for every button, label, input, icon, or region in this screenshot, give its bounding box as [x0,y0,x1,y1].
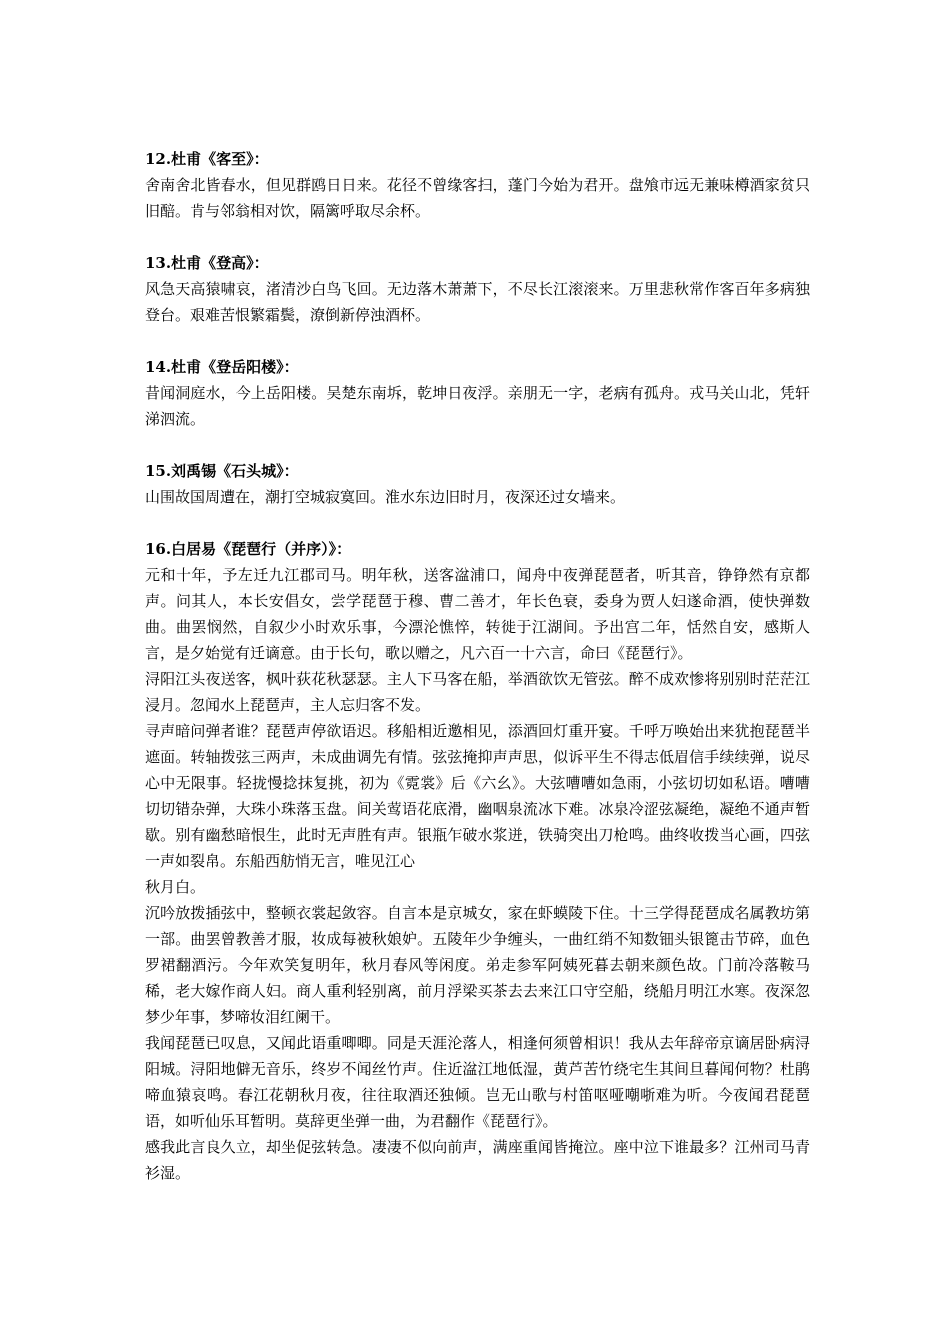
poem-heading: 12.杜甫《客至》： [145,150,269,168]
poem-section-12 [145,146,810,224]
poem-stanza: 我闻琵琶已叹息，又闻此语重唧唧。同是天涯沦落人，相逢何须曾相识！我从去年辞帝京谪居卧病浔阳城。浔阳地僻无音乐，终岁不闻丝竹声。住近湓江地低湿，黄芦苦竹绕宅生其间旦暮闻何物？杜鹃啼血猿哀鸣。春江花朝秋月夜，往往取酒还独倾。岂无山歌与村笛呕哑嘲哳难为听。今夜闻君琵琶语，如听仙乐耳暂明。莫辞更坐弹一曲，为君翻作《琵琶行》。 [145,1034,810,1130]
poem-stanza: 沉吟放拨插弦中，整顿衣裳起敛容。自言本是京城女，家在虾蟆陵下住。十三学得琵琶成名属教坊第一部。曲罢曾教善才服，妆成每被秋娘妒。五陵年少争缠头，一曲红绡不知数钿头银篦击节碎，血色罗裙翻酒污。今年欢笑复明年，秋月春风等闲度。弟走参军阿姨死暮去朝来颜色故。门前冷落鞍马稀，老大嫁作商人妇。商人重利轻别离，前月浮梁买茶去去来江口守空船，绕船月明江水寒。夜深忽梦少年事，梦啼妆泪红阑干。 [145,904,810,1026]
poem-text: 山围故国周遭在，潮打空城寂寞回。淮水东边旧时月，夜深还过女墙来。 [145,488,626,506]
document-page [145,146,810,1212]
poem-text: 昔闻洞庭水，今上岳阳楼。吴楚东南坼，乾坤日夜浮。亲朋无一字，老病有孤舟。戎马关山北，凭轩涕泗流。 [145,384,810,428]
poem-stanza: 寻声暗问弹者谁？琵琶声停欲语迟。移船相近邀相见，添酒回灯重开宴。千呼万唤始出来犹抱琵琶半遮面。转轴拨弦三两声，未成曲调先有情。弦弦掩抑声声思，似诉平生不得志低眉信手续续弹，说尽心中无限事。轻拢慢捻抹复挑，初为《霓裳》后《六幺》。大弦嘈嘈如急雨，小弦切切如私语。嘈嘈切切错杂弹，大珠小珠落玉盘。间关莺语花底滑，幽咽泉流冰下难。冰泉冷涩弦凝绝，凝绝不通声暂歇。别有幽愁暗恨生，此时无声胜有声。银瓶乍破水浆迸，铁骑突出刀枪鸣。曲终收拨当心画，四弦一声如裂帛。东船西舫悄无言，唯见江心 [145,722,810,870]
poem-heading: 14.杜甫《登岳阳楼》： [145,358,299,376]
poem-text: 风急天高猿啸哀，渚清沙白鸟飞回。无边落木萧萧下，不尽长江滚滚来。万里悲秋常作客百年多病独登台。艰难苦恨繁霜鬓，潦倒新停浊酒杯。 [145,280,810,324]
poem-text: 舍南舍北皆春水，但见群鸥日日来。花径不曾缘客扫，蓬门今始为君开。盘飧市远无兼味樽酒家贫只旧醅。肯与邻翁相对饮，隔篱呼取尽余杯。 [145,176,810,220]
poem-stanza: 秋月白。 [145,878,206,896]
poem-section-14 [145,354,810,432]
poem-heading: 15.刘禹锡《石头城》： [145,462,299,480]
poem-stanza: 感我此言良久立，却坐促弦转急。凄凄不似向前声，满座重闻皆掩泣。座中泣下谁最多？江州司马青衫湿。 [145,1138,810,1182]
poem-heading: 16.白居易《琵琶行（并序）》： [145,540,352,558]
poem-stanza: 浔阳江头夜送客，枫叶荻花秋瑟瑟。主人下马客在船，举酒欲饮无管弦。醉不成欢惨将别别时茫茫江浸月。忽闻水上琵琶声，主人忘归客不发。 [145,670,810,714]
poem-heading: 13.杜甫《登高》： [145,254,269,272]
poem-section-15 [145,458,810,510]
poem-section-13 [145,250,810,328]
preface-text: 元和十年，予左迁九江郡司马。明年秋，送客湓浦口，闻舟中夜弹琵琶者，听其音，铮铮然有京都声。问其人，本长安倡女，尝学琵琶于穆、曹二善才，年长色衰，委身为贾人妇遂命酒，使快弹数曲。曲罢悯然，自叙少小时欢乐事，今漂沦憔悴，转徙于江湖间。予出宫二年，恬然自安，感斯人言，是夕始觉有迁谪意。由于长句，歌以赠之，凡六百一十六言，命曰《琵琶行》。 [145,566,810,662]
poem-section-16 [145,536,810,1186]
